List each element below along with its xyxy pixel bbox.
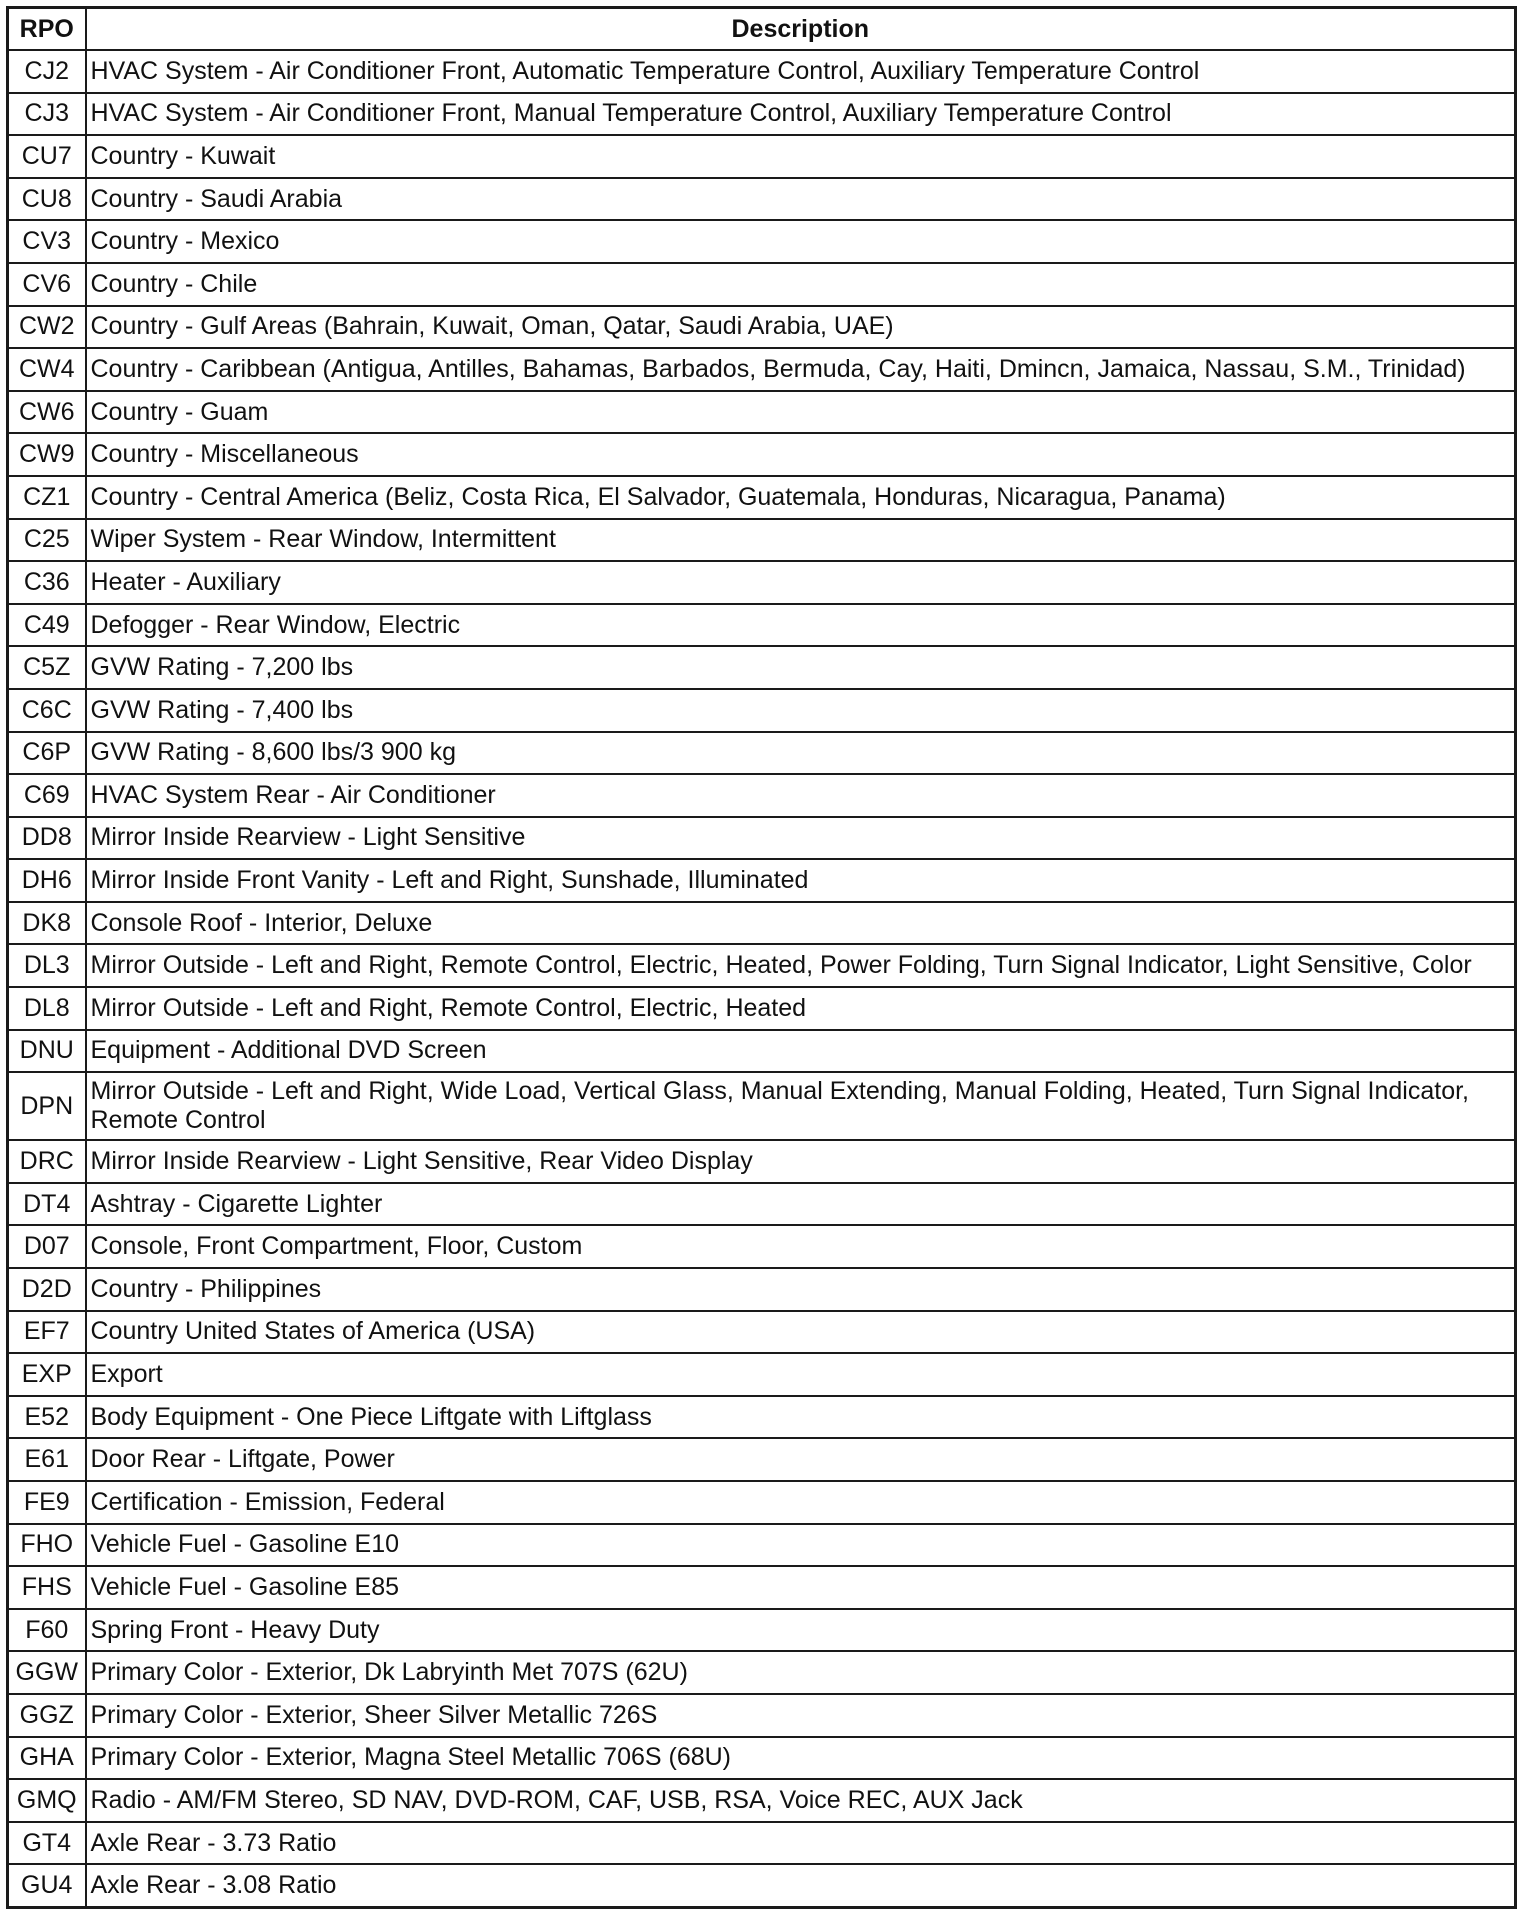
description-cell: Vehicle Fuel - Gasoline E85 [86, 1566, 1516, 1609]
rpo-code-cell: DH6 [8, 859, 86, 902]
table-row [8, 476, 1516, 519]
rpo-code-cell: C6C [8, 689, 86, 732]
description-cell: Mirror Outside - Left and Right, Remote Control, Electric, Heated [86, 987, 1516, 1030]
description-cell: Mirror Inside Rearview - Light Sensitive, Rear Video Display [86, 1140, 1516, 1183]
table-row [8, 732, 1516, 775]
table-row [8, 135, 1516, 178]
rpo-table-container [6, 6, 1517, 1909]
rpo-code-cell: GU4 [8, 1864, 86, 1907]
rpo-code-cell: DPN [8, 1072, 86, 1140]
description-cell: Spring Front - Heavy Duty [86, 1609, 1516, 1652]
rpo-code-cell: CW9 [8, 433, 86, 476]
description-cell: Vehicle Fuel - Gasoline E10 [86, 1524, 1516, 1567]
table-row [8, 1566, 1516, 1609]
rpo-code-cell: CJ3 [8, 93, 86, 136]
rpo-code-cell: CW2 [8, 306, 86, 349]
rpo-code-cell: E52 [8, 1396, 86, 1439]
table-row [8, 1524, 1516, 1567]
table-row [8, 178, 1516, 221]
rpo-code-cell: C36 [8, 561, 86, 604]
table-row [8, 1396, 1516, 1439]
rpo-code-cell: FE9 [8, 1481, 86, 1524]
description-cell: Console, Front Compartment, Floor, Custom [86, 1225, 1516, 1268]
rpo-code-cell: D07 [8, 1225, 86, 1268]
table-row [8, 604, 1516, 647]
description-cell: Primary Color - Exterior, Sheer Silver Metallic 726S [86, 1694, 1516, 1737]
rpo-code-cell: CZ1 [8, 476, 86, 519]
table-row [8, 1030, 1516, 1073]
table-row [8, 646, 1516, 689]
table-row [8, 220, 1516, 263]
header-rpo: RPO [8, 8, 86, 51]
rpo-code-cell: DK8 [8, 902, 86, 945]
description-cell: Country - Central America (Beliz, Costa Rica, El Salvador, Guatemala, Honduras, Nicaragua, Panama) [86, 476, 1516, 519]
table-row [8, 1438, 1516, 1481]
description-cell: Heater - Auxiliary [86, 561, 1516, 604]
table-row [8, 1609, 1516, 1652]
description-cell: Export [86, 1353, 1516, 1396]
table-row [8, 1311, 1516, 1354]
table-body [8, 50, 1516, 1907]
rpo-code-cell: DL3 [8, 944, 86, 987]
rpo-code-cell: C6P [8, 732, 86, 775]
description-cell: Mirror Outside - Left and Right, Remote Control, Electric, Heated, Power Folding, Turn Signal Indicator, Light Sensitive, Color [86, 944, 1516, 987]
description-cell: Country - Mexico [86, 220, 1516, 263]
table-row [8, 1737, 1516, 1780]
description-cell: Country - Chile [86, 263, 1516, 306]
rpo-code-cell: DRC [8, 1140, 86, 1183]
table-row [8, 1225, 1516, 1268]
description-cell: Primary Color - Exterior, Magna Steel Metallic 706S (68U) [86, 1737, 1516, 1780]
rpo-code-cell: DD8 [8, 817, 86, 860]
table-row [8, 944, 1516, 987]
description-cell: Equipment - Additional DVD Screen [86, 1030, 1516, 1073]
table-row [8, 50, 1516, 93]
rpo-code-cell: CJ2 [8, 50, 86, 93]
table-row [8, 1140, 1516, 1183]
rpo-code-cell: CV3 [8, 220, 86, 263]
table-row [8, 391, 1516, 434]
table-row [8, 1822, 1516, 1865]
description-cell: HVAC System - Air Conditioner Front, Manual Temperature Control, Auxiliary Temperature Control [86, 93, 1516, 136]
rpo-code-cell: CW6 [8, 391, 86, 434]
description-cell: Axle Rear - 3.73 Ratio [86, 1822, 1516, 1865]
description-cell: Mirror Inside Front Vanity - Left and Right, Sunshade, Illuminated [86, 859, 1516, 902]
description-cell: GVW Rating - 8,600 lbs/3 900 kg [86, 732, 1516, 775]
description-cell: Country - Gulf Areas (Bahrain, Kuwait, Oman, Qatar, Saudi Arabia, UAE) [86, 306, 1516, 349]
description-cell: Body Equipment - One Piece Liftgate with Liftglass [86, 1396, 1516, 1439]
description-cell: HVAC System Rear - Air Conditioner [86, 774, 1516, 817]
rpo-code-cell: GGW [8, 1651, 86, 1694]
rpo-code-cell: GT4 [8, 1822, 86, 1865]
rpo-code-cell: D2D [8, 1268, 86, 1311]
table-row [8, 1651, 1516, 1694]
description-cell: Country - Saudi Arabia [86, 178, 1516, 221]
rpo-code-cell: DT4 [8, 1183, 86, 1226]
table-row [8, 689, 1516, 732]
description-cell: Country - Caribbean (Antigua, Antilles, Bahamas, Barbados, Bermuda, Cay, Haiti, Dmincn, Jamaica, Nassau, S.M., Trinidad) [86, 348, 1516, 391]
description-cell: Defogger - Rear Window, Electric [86, 604, 1516, 647]
rpo-code-cell: GHA [8, 1737, 86, 1780]
description-cell: HVAC System - Air Conditioner Front, Automatic Temperature Control, Auxiliary Temperature Control [86, 50, 1516, 93]
rpo-table [6, 6, 1517, 1909]
table-row [8, 1481, 1516, 1524]
description-cell: Radio - AM/FM Stereo, SD NAV, DVD-ROM, CAF, USB, RSA, Voice REC, AUX Jack [86, 1779, 1516, 1822]
rpo-code-cell: C69 [8, 774, 86, 817]
table-row [8, 306, 1516, 349]
rpo-code-cell: DNU [8, 1030, 86, 1073]
table-row [8, 1072, 1516, 1140]
description-cell: Mirror Outside - Left and Right, Wide Load, Vertical Glass, Manual Extending, Manual Folding, Heated, Turn Signal Indicator, Remote Control [86, 1072, 1516, 1140]
rpo-code-cell: CU7 [8, 135, 86, 178]
table-row [8, 433, 1516, 476]
description-cell: GVW Rating - 7,400 lbs [86, 689, 1516, 732]
table-row [8, 263, 1516, 306]
rpo-code-cell: GGZ [8, 1694, 86, 1737]
table-row [8, 1864, 1516, 1907]
rpo-code-cell: FHO [8, 1524, 86, 1567]
rpo-code-cell: EXP [8, 1353, 86, 1396]
table-row [8, 561, 1516, 604]
rpo-code-cell: F60 [8, 1609, 86, 1652]
description-cell: Country United States of America (USA) [86, 1311, 1516, 1354]
description-cell: Door Rear - Liftgate, Power [86, 1438, 1516, 1481]
table-row [8, 774, 1516, 817]
description-cell: Country - Philippines [86, 1268, 1516, 1311]
description-cell: Ashtray - Cigarette Lighter [86, 1183, 1516, 1226]
table-row [8, 987, 1516, 1030]
table-row [8, 1183, 1516, 1226]
rpo-code-cell: CW4 [8, 348, 86, 391]
description-cell: Primary Color - Exterior, Dk Labryinth Met 707S (62U) [86, 1651, 1516, 1694]
rpo-code-cell: E61 [8, 1438, 86, 1481]
description-cell: Wiper System - Rear Window, Intermittent [86, 519, 1516, 562]
table-row [8, 1694, 1516, 1737]
description-cell: Axle Rear - 3.08 Ratio [86, 1864, 1516, 1907]
rpo-code-cell: DL8 [8, 987, 86, 1030]
table-header-row [8, 8, 1516, 51]
table-row [8, 519, 1516, 562]
table-row [8, 1779, 1516, 1822]
description-cell: Certification - Emission, Federal [86, 1481, 1516, 1524]
rpo-code-cell: EF7 [8, 1311, 86, 1354]
table-row [8, 1268, 1516, 1311]
description-cell: Mirror Inside Rearview - Light Sensitive [86, 817, 1516, 860]
table-row [8, 93, 1516, 136]
rpo-code-cell: GMQ [8, 1779, 86, 1822]
header-description: Description [86, 8, 1516, 51]
rpo-code-cell: FHS [8, 1566, 86, 1609]
rpo-code-cell: C5Z [8, 646, 86, 689]
description-cell: Country - Kuwait [86, 135, 1516, 178]
rpo-code-cell: CV6 [8, 263, 86, 306]
description-cell: GVW Rating - 7,200 lbs [86, 646, 1516, 689]
table-row [8, 1353, 1516, 1396]
table-row [8, 902, 1516, 945]
description-cell: Country - Miscellaneous [86, 433, 1516, 476]
description-cell: Country - Guam [86, 391, 1516, 434]
table-row [8, 348, 1516, 391]
table-row [8, 817, 1516, 860]
rpo-code-cell: C25 [8, 519, 86, 562]
table-row [8, 859, 1516, 902]
description-cell: Console Roof - Interior, Deluxe [86, 902, 1516, 945]
rpo-code-cell: C49 [8, 604, 86, 647]
rpo-code-cell: CU8 [8, 178, 86, 221]
